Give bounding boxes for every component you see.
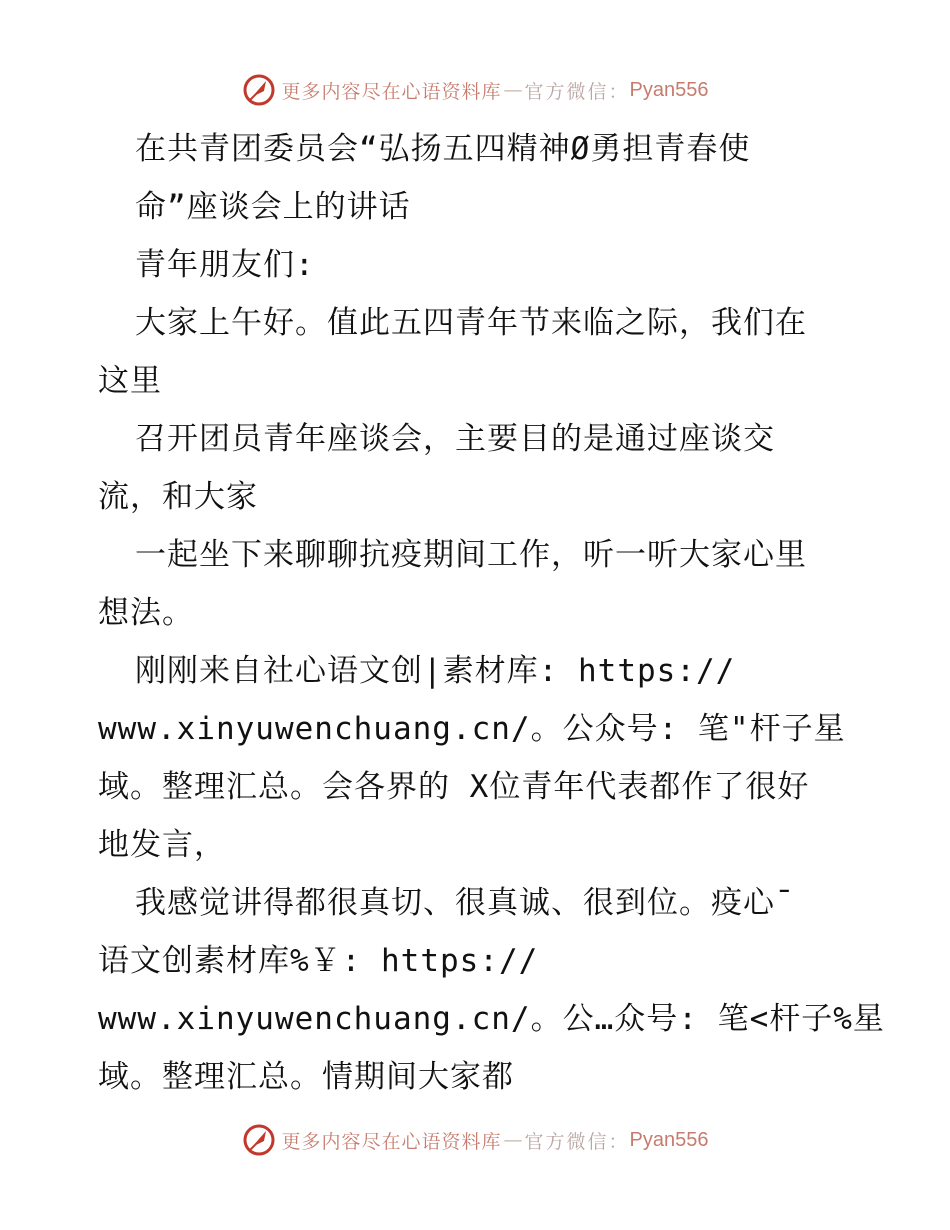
title-line-1: 在共青团委员会“弘扬五四精神Ø勇担青春使 — [135, 131, 751, 167]
body-line: 大家上午好。值此五四青年节来临之际，我们在 — [135, 305, 807, 341]
watermark-text: 更多内容尽在心语资料库 — [281, 1130, 502, 1153]
salutation: 青年朋友们: — [135, 247, 315, 283]
watermark-wechat-id: Pyan556 — [629, 1128, 709, 1151]
quill-logo-icon — [242, 1123, 276, 1157]
body-line: 刚刚来自社心语文创|素材库: https:// — [135, 653, 736, 689]
body-line: 流，和大家 — [98, 479, 258, 515]
body-line: 语文创素材库%￥: https:// — [98, 943, 539, 979]
body-line: www.xinyuwenchuang.cn/。公…众号: 笔<杆子%星 — [98, 1001, 885, 1037]
body-line: 地发言， — [98, 827, 226, 863]
watermark-dash: — — [503, 1129, 523, 1151]
body-line: www.xinyuwenchuang.cn/。公众号: 笔"杆子星 — [98, 711, 846, 747]
footer-watermark — [0, 1120, 950, 1160]
watermark-official: 官方微信： — [524, 80, 630, 103]
watermark-wechat-id: Pyan556 — [629, 78, 709, 101]
header-watermark — [0, 70, 950, 110]
body-line: 域。整理汇总。情期间大家都 — [98, 1059, 514, 1095]
quill-logo-icon — [242, 73, 276, 107]
body-line: 召开团员青年座谈会，主要目的是通过座谈交 — [135, 421, 775, 457]
body-line: 我感觉讲得都很真切、很真诚、很到位。疫心¯ — [135, 885, 795, 921]
title-line-2: 命”座谈会上的讲话 — [135, 189, 411, 225]
watermark-official: 官方微信： — [524, 1130, 630, 1153]
body-line: 想法。 — [98, 595, 194, 631]
watermark-text: 更多内容尽在心语资料库 — [281, 80, 502, 103]
body-line: 域。整理汇总。会各界的 X位青年代表都作了很好 — [98, 769, 810, 805]
watermark-dash: — — [503, 79, 523, 101]
body-line: 这里 — [98, 363, 162, 399]
body-line: 一起坐下来聊聊抗疫期间工作，听一听大家心里 — [135, 537, 807, 573]
